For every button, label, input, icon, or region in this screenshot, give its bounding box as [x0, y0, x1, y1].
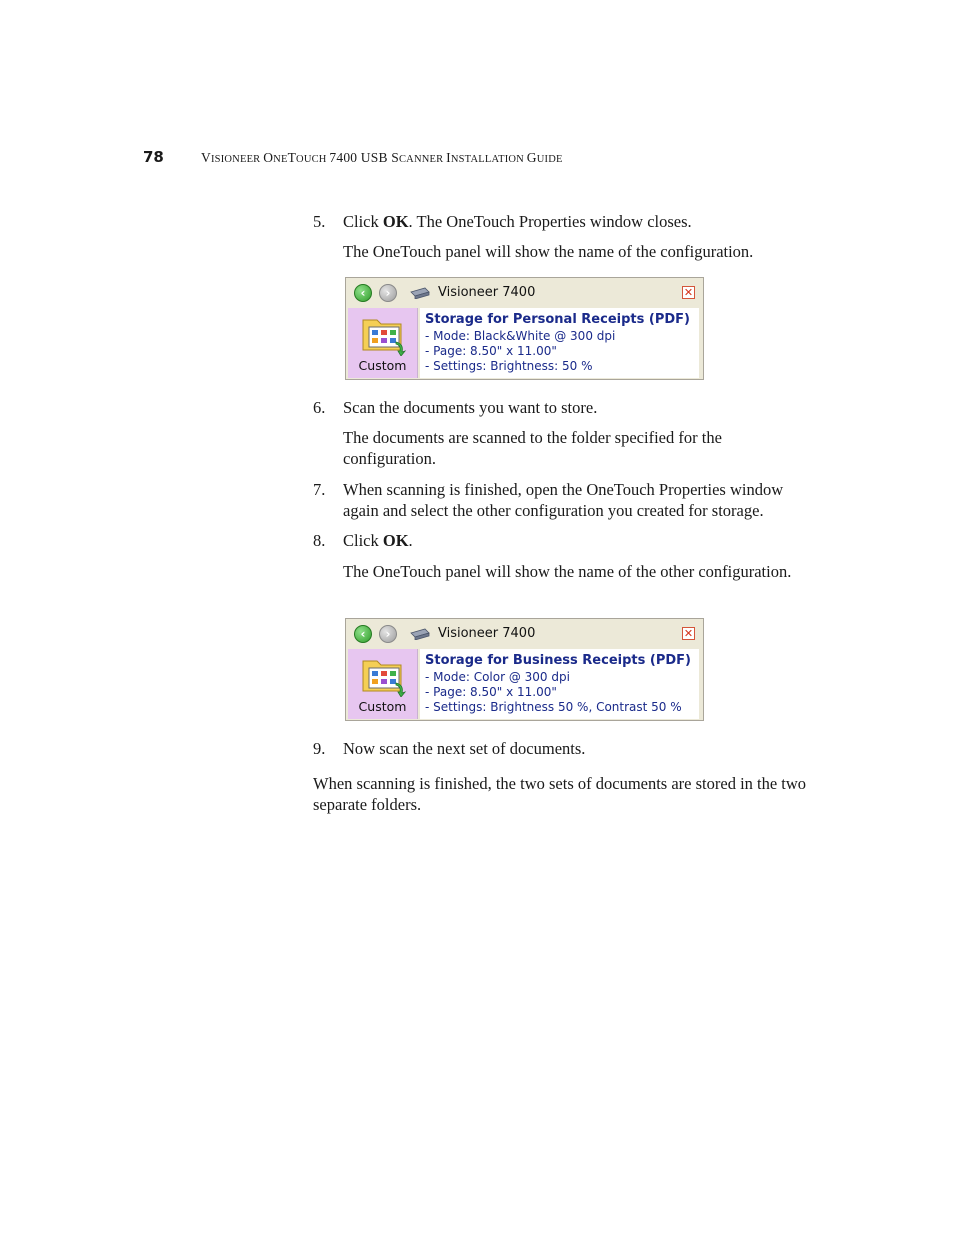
custom-button-label: Custom — [358, 699, 407, 714]
step-text-pre: Click — [343, 531, 383, 550]
step-text-post: . The OneTouch Properties window closes. — [408, 212, 692, 231]
step-number: 5. — [313, 212, 326, 231]
forward-arrow-icon[interactable]: › — [379, 625, 397, 643]
configuration-name: Storage for Business Receipts (PDF) — [425, 653, 691, 668]
configuration-mode: - Mode: Black&White @ 300 dpi — [425, 329, 616, 343]
panel-title: Visioneer 7400 — [438, 626, 536, 641]
ok-emphasis: OK — [382, 531, 409, 550]
step-text: Scan the documents you want to store. — [343, 398, 598, 417]
step-text — [343, 530, 813, 551]
page-header — [143, 148, 563, 166]
closing-paragraph: When scanning is finished, the two sets of documents are stored in the two separate folders. — [313, 774, 807, 814]
close-icon[interactable]: ✕ — [683, 286, 694, 299]
configuration-name: Storage for Personal Receipts (PDF) — [425, 312, 690, 327]
custom-button[interactable] — [348, 308, 418, 378]
panel-title: Visioneer 7400 — [438, 285, 536, 300]
running-title-fragment: G — [526, 150, 537, 165]
step-number: 6. — [313, 398, 326, 417]
forward-arrow-icon[interactable]: › — [379, 284, 397, 302]
configuration-info — [420, 308, 699, 378]
configuration-info — [420, 649, 699, 719]
step-number: 7. — [313, 480, 326, 499]
running-title-fragment: UIDE — [536, 154, 563, 165]
page-number: 78 — [143, 148, 164, 166]
configuration-mode: - Mode: Color @ 300 dpi — [425, 670, 570, 684]
step-text: When scanning is finished, open the OneTouch Properties window again and select the other configuration you created for storage. — [343, 480, 784, 520]
step-text-pre: Click — [343, 212, 383, 231]
running-title-fragment: ISIONEER — [210, 154, 264, 165]
step-8-note: The OneTouch panel will show the name of the other configuration. — [343, 562, 792, 581]
panel-body — [348, 308, 699, 378]
panel-titlebar — [346, 619, 703, 647]
close-icon[interactable]: ✕ — [683, 627, 694, 640]
onetouch-panel-business — [345, 618, 704, 721]
running-title-fragment: NE — [273, 154, 288, 165]
running-title-fragment: V — [201, 150, 211, 165]
step-text-post: . — [408, 531, 413, 550]
step-text: Now scan the next set of documents. — [343, 739, 586, 758]
running-title-fragment: I — [446, 150, 451, 165]
panel-titlebar — [346, 278, 703, 306]
configuration-settings: - Settings: Brightness 50 %, Contrast 50 % — [425, 700, 682, 714]
step-5-note: The OneTouch panel will show the name of the configuration. — [343, 242, 754, 261]
configuration-settings: - Settings: Brightness: 50 % — [425, 359, 593, 373]
running-title — [201, 150, 563, 166]
scanner-icon — [410, 287, 430, 299]
running-title-fragment: O — [263, 150, 274, 165]
custom-button-label: Custom — [358, 358, 407, 373]
custom-folder-icon — [360, 653, 408, 697]
running-title-fragment: CANNER — [398, 154, 447, 165]
back-arrow-icon[interactable]: ‹ — [354, 625, 372, 643]
back-arrow-icon[interactable]: ‹ — [354, 284, 372, 302]
custom-folder-icon — [360, 312, 408, 356]
scanner-icon — [410, 628, 430, 640]
configuration-page: - Page: 8.50" x 11.00" — [425, 685, 557, 699]
step-number: 9. — [313, 739, 326, 758]
configuration-page: - Page: 8.50" x 11.00" — [425, 344, 557, 358]
running-title-fragment: T — [287, 150, 297, 165]
ok-emphasis: OK — [382, 212, 409, 231]
running-title-fragment: NSTALLATION — [450, 154, 527, 165]
running-title-fragment: OUCH — [296, 154, 330, 165]
onetouch-panel-personal — [345, 277, 704, 380]
custom-button[interactable] — [348, 649, 418, 719]
step-text — [343, 211, 813, 232]
step-number: 8. — [313, 531, 326, 550]
running-title-fragment: 7400 USB S — [329, 150, 399, 165]
panel-body — [348, 649, 699, 719]
step-6-note: The documents are scanned to the folder specified for the configuration. — [343, 428, 722, 468]
